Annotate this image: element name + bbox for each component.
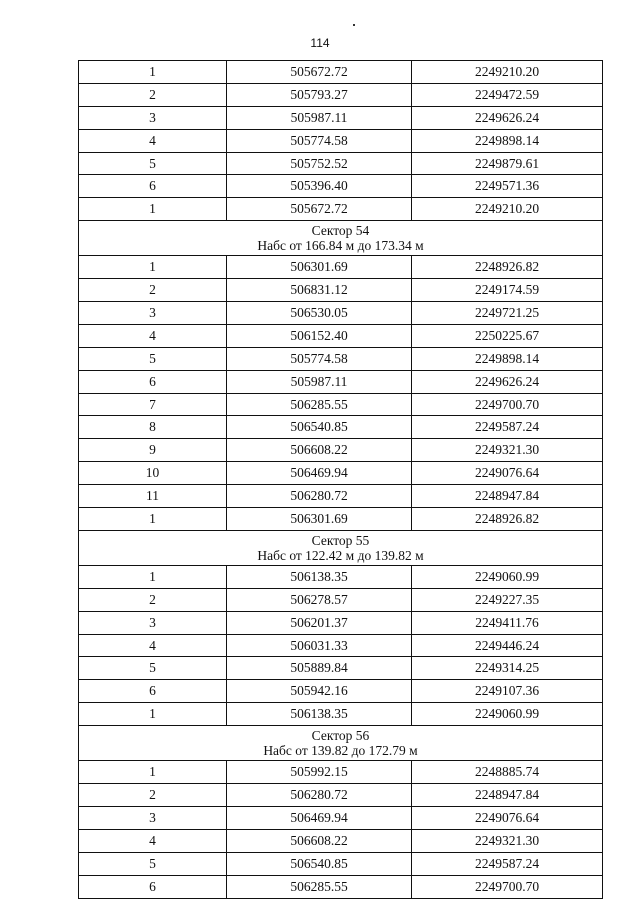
x-coordinate-cell: 506278.57 (227, 588, 412, 611)
table-row (79, 302, 603, 325)
point-number-cell: 2 (79, 784, 227, 807)
table-row (79, 657, 603, 680)
x-coordinate-cell: 506831.12 (227, 279, 412, 302)
table-row (79, 680, 603, 703)
point-number-cell: 5 (79, 852, 227, 875)
x-coordinate-cell: 506608.22 (227, 829, 412, 852)
point-number-cell: 3 (79, 611, 227, 634)
table-row (79, 416, 603, 439)
point-number-cell: 1 (79, 703, 227, 726)
scan-speck (353, 24, 355, 26)
x-coordinate-cell: 505672.72 (227, 61, 412, 84)
y-coordinate-cell: 2249626.24 (412, 106, 603, 129)
point-number-cell: 4 (79, 829, 227, 852)
x-coordinate-cell: 505672.72 (227, 198, 412, 221)
y-coordinate-cell: 2249879.61 (412, 152, 603, 175)
y-coordinate-cell: 2248926.82 (412, 256, 603, 279)
y-coordinate-cell: 2249076.64 (412, 462, 603, 485)
table-row (79, 634, 603, 657)
table-row (79, 439, 603, 462)
y-coordinate-cell: 2249210.20 (412, 61, 603, 84)
x-coordinate-cell: 506301.69 (227, 508, 412, 531)
x-coordinate-cell: 506285.55 (227, 875, 412, 898)
y-coordinate-cell: 2249321.30 (412, 439, 603, 462)
point-number-cell: 4 (79, 324, 227, 347)
sector-title: Сектор 54 (311, 223, 370, 239)
point-number-cell: 2 (79, 588, 227, 611)
table-row (79, 370, 603, 393)
sector-title: Сектор 56 (311, 728, 370, 744)
table-row (79, 198, 603, 221)
table-row (79, 806, 603, 829)
x-coordinate-cell: 506540.85 (227, 852, 412, 875)
y-coordinate-cell: 2248947.84 (412, 784, 603, 807)
y-coordinate-cell: 2249227.35 (412, 588, 603, 611)
table-row (79, 106, 603, 129)
table-row (79, 485, 603, 508)
sector-header-row (79, 726, 603, 761)
x-coordinate-cell: 505987.11 (227, 370, 412, 393)
y-coordinate-cell: 2248926.82 (412, 508, 603, 531)
point-number-cell: 8 (79, 416, 227, 439)
x-coordinate-cell: 505752.52 (227, 152, 412, 175)
x-coordinate-cell: 506469.94 (227, 806, 412, 829)
table-row (79, 347, 603, 370)
y-coordinate-cell: 2249626.24 (412, 370, 603, 393)
x-coordinate-cell: 506280.72 (227, 784, 412, 807)
x-coordinate-cell: 506285.55 (227, 393, 412, 416)
sector-header-cell (79, 221, 603, 256)
y-coordinate-cell: 2250225.67 (412, 324, 603, 347)
table-row (79, 875, 603, 898)
table-row (79, 829, 603, 852)
table-row (79, 152, 603, 175)
point-number-cell: 1 (79, 508, 227, 531)
table-row (79, 588, 603, 611)
table-row (79, 61, 603, 84)
point-number-cell: 5 (79, 657, 227, 680)
y-coordinate-cell: 2249700.70 (412, 875, 603, 898)
point-number-cell: 2 (79, 83, 227, 106)
coordinates-table (78, 60, 603, 899)
x-coordinate-cell: 505942.16 (227, 680, 412, 703)
y-coordinate-cell: 2249174.59 (412, 279, 603, 302)
table-row (79, 565, 603, 588)
point-number-cell: 1 (79, 61, 227, 84)
point-number-cell: 3 (79, 302, 227, 325)
sector-header-cell (79, 726, 603, 761)
x-coordinate-cell: 506201.37 (227, 611, 412, 634)
point-number-cell: 3 (79, 106, 227, 129)
x-coordinate-cell: 506469.94 (227, 462, 412, 485)
table-row (79, 129, 603, 152)
point-number-cell: 10 (79, 462, 227, 485)
point-number-cell: 6 (79, 680, 227, 703)
x-coordinate-cell: 506530.05 (227, 302, 412, 325)
point-number-cell: 9 (79, 439, 227, 462)
x-coordinate-cell: 505992.15 (227, 761, 412, 784)
x-coordinate-cell: 506301.69 (227, 256, 412, 279)
point-number-cell: 5 (79, 152, 227, 175)
y-coordinate-cell: 2249321.30 (412, 829, 603, 852)
y-coordinate-cell: 2249076.64 (412, 806, 603, 829)
sector-height-range: Набс от 122.42 м до 139.82 м (257, 547, 424, 563)
table-row (79, 279, 603, 302)
table-row (79, 175, 603, 198)
point-number-cell: 5 (79, 347, 227, 370)
point-number-cell: 3 (79, 806, 227, 829)
table-row (79, 703, 603, 726)
y-coordinate-cell: 2249587.24 (412, 852, 603, 875)
page-number: 114 (310, 36, 330, 50)
y-coordinate-cell: 2249446.24 (412, 634, 603, 657)
y-coordinate-cell: 2248947.84 (412, 485, 603, 508)
sector-height-range: Набс от 166.84 м до 173.34 м (257, 238, 424, 254)
table-row (79, 784, 603, 807)
x-coordinate-cell: 505987.11 (227, 106, 412, 129)
x-coordinate-cell: 506540.85 (227, 416, 412, 439)
sector-height-range: Набс от 139.82 до 172.79 м (263, 743, 418, 759)
coordinates-table-body (79, 61, 603, 899)
point-number-cell: 1 (79, 761, 227, 784)
x-coordinate-cell: 505793.27 (227, 83, 412, 106)
point-number-cell: 6 (79, 370, 227, 393)
sector-header-row (79, 221, 603, 256)
sector-header-cell (79, 530, 603, 565)
y-coordinate-cell: 2249721.25 (412, 302, 603, 325)
x-coordinate-cell: 506138.35 (227, 565, 412, 588)
y-coordinate-cell: 2249898.14 (412, 129, 603, 152)
x-coordinate-cell: 506152.40 (227, 324, 412, 347)
point-number-cell: 4 (79, 129, 227, 152)
point-number-cell: 6 (79, 175, 227, 198)
table-row (79, 508, 603, 531)
table-row (79, 256, 603, 279)
table-row (79, 611, 603, 634)
table-row (79, 761, 603, 784)
y-coordinate-cell: 2249060.99 (412, 565, 603, 588)
y-coordinate-cell: 2249060.99 (412, 703, 603, 726)
point-number-cell: 2 (79, 279, 227, 302)
y-coordinate-cell: 2248885.74 (412, 761, 603, 784)
y-coordinate-cell: 2249472.59 (412, 83, 603, 106)
point-number-cell: 1 (79, 198, 227, 221)
y-coordinate-cell: 2249314.25 (412, 657, 603, 680)
x-coordinate-cell: 506031.33 (227, 634, 412, 657)
point-number-cell: 7 (79, 393, 227, 416)
y-coordinate-cell: 2249587.24 (412, 416, 603, 439)
x-coordinate-cell: 506280.72 (227, 485, 412, 508)
y-coordinate-cell: 2249898.14 (412, 347, 603, 370)
x-coordinate-cell: 505889.84 (227, 657, 412, 680)
x-coordinate-cell: 506608.22 (227, 439, 412, 462)
point-number-cell: 1 (79, 565, 227, 588)
y-coordinate-cell: 2249571.36 (412, 175, 603, 198)
table-row (79, 324, 603, 347)
x-coordinate-cell: 505774.58 (227, 129, 412, 152)
sector-header-row (79, 530, 603, 565)
x-coordinate-cell: 506138.35 (227, 703, 412, 726)
point-number-cell: 1 (79, 256, 227, 279)
y-coordinate-cell: 2249700.70 (412, 393, 603, 416)
table-row (79, 462, 603, 485)
point-number-cell: 4 (79, 634, 227, 657)
y-coordinate-cell: 2249411.76 (412, 611, 603, 634)
sector-title: Сектор 55 (311, 532, 370, 548)
point-number-cell: 6 (79, 875, 227, 898)
x-coordinate-cell: 505774.58 (227, 347, 412, 370)
table-row (79, 393, 603, 416)
table-row (79, 83, 603, 106)
y-coordinate-cell: 2249210.20 (412, 198, 603, 221)
x-coordinate-cell: 505396.40 (227, 175, 412, 198)
table-row (79, 852, 603, 875)
y-coordinate-cell: 2249107.36 (412, 680, 603, 703)
point-number-cell: 11 (79, 485, 227, 508)
